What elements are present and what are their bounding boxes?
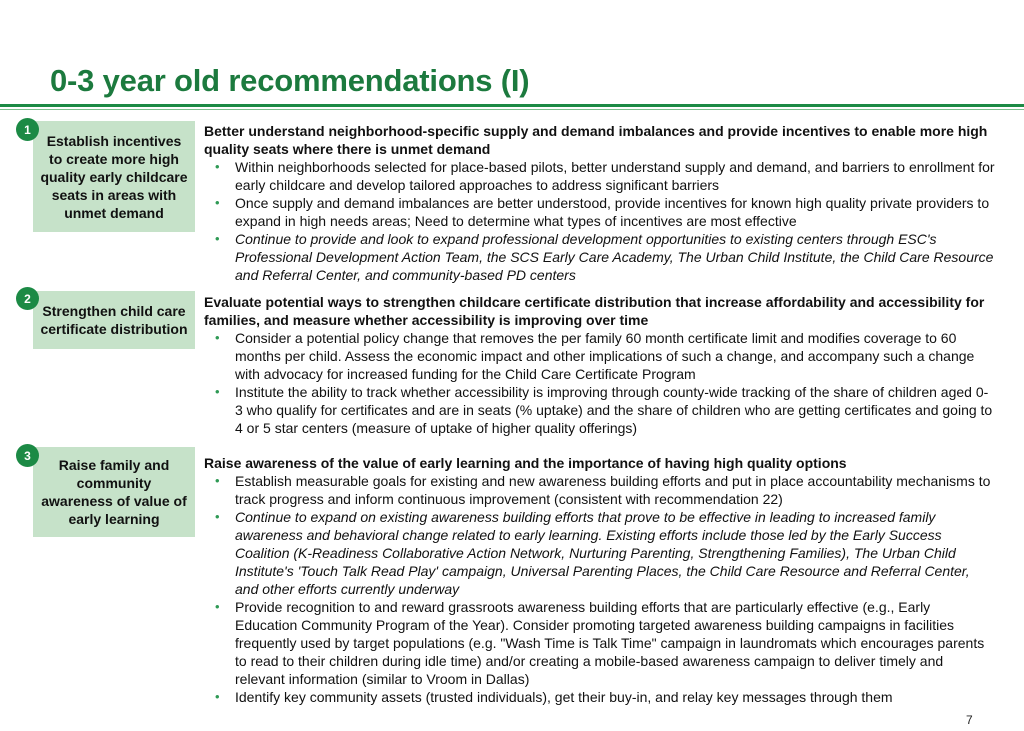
recommendation-3-heading: Raise awareness of the value of early learning and the importance of having high quality options xyxy=(204,455,847,471)
list-item: • Establish measurable goals for existing and new awareness building efforts and put in place accountability mechanisms to track progress and inform continuous improvement (consistent with recommendation 22) xyxy=(215,473,991,507)
list-item: • Provide recognition to and reward grassroots awareness building efforts that are particularly effective (e.g., Early Education Community Program of the Year). Consider promoting targeted awareness building campaigns in facilities frequently used by target populations (e.g. "Wash Time is Talk Time" campaign in laundromats which encourages parents to read to their children during idle time) and/or creating a mobile-based awareness campaign to deliver timely and relevant information (similar to Vroom in Dallas) xyxy=(215,599,985,687)
recommendation-1-number-badge: 1 xyxy=(16,118,39,141)
page-number: 7 xyxy=(966,713,973,727)
bullet-icon: • xyxy=(215,330,220,345)
bullet-icon: • xyxy=(215,689,220,704)
recommendation-2-label: Strengthen child care certificate distribution xyxy=(40,303,188,337)
recommendation-1-bullets xyxy=(204,158,996,284)
title-divider-thin xyxy=(0,109,1024,110)
recommendation-2-bullets xyxy=(204,329,996,437)
recommendation-2-content xyxy=(204,293,996,437)
bullet-icon: • xyxy=(215,159,220,174)
recommendation-1-label-box xyxy=(33,121,195,232)
bullet-icon: • xyxy=(215,384,220,399)
list-item: • Within neighborhoods selected for place-based pilots, better understand supply and demand, and barriers to enrollment for early childcare and develop tailored approaches to address significant barriers xyxy=(215,159,995,193)
recommendation-1-content xyxy=(204,122,996,284)
recommendation-3-number-badge: 3 xyxy=(16,444,39,467)
recommendation-1-label: Establish incentives to create more high quality early childcare seats in areas with unmet demand xyxy=(40,132,188,221)
list-item: • Identify key community assets (trusted individuals), get their buy-in, and relay key messages through them xyxy=(215,689,893,705)
bullet-icon: • xyxy=(215,231,220,246)
list-item: • Continue to provide and look to expand professional development opportunities to existing centers through ESC's Professional Development Action Team, the SCS Early Care Academy, The Urban Child Institute, the Child Care Resource and Referral Center, and community-based PD centers xyxy=(215,231,994,283)
list-item: • Once supply and demand imbalances are better understood, provide incentives for known high quality private providers to expand in high needs areas; Need to determine what types of incentives are most effective xyxy=(215,195,990,229)
list-item: • Continue to expand on existing awareness building efforts that prove to be effective in leading to increased family awareness and behavioral change related to early learning. Existing efforts include those led by the Early Success Coalition (K-Readiness Collaborative Action Network, Nurturing Parenting, Strengthening Families), The Urban Child Institute's 'Touch Talk Read Play' campaign, Universal Parenting Places, the Child Care Resource and Referral Center, and other efforts currently underway xyxy=(215,509,970,597)
recommendation-2-label-box xyxy=(33,291,195,349)
bullet-icon: • xyxy=(215,509,220,524)
recommendation-2-heading: Evaluate potential ways to strengthen childcare certificate distribution that increase affordability and accessibility for families, and measure whether accessibility is improving over time xyxy=(204,294,985,328)
list-item: • Institute the ability to track whether accessibility is improving through county-wide tracking of the share of children aged 0-3 who qualify for certificates and are in seats (% uptake) and the share of children who are getting certificates and going to 4 or 5 star centers (measure of uptake of higher quality offerings) xyxy=(215,384,993,436)
title-divider xyxy=(0,104,1024,107)
bullet-icon: • xyxy=(215,195,220,210)
list-item: • Consider a potential policy change that removes the per family 60 month certificate limit and modifies coverage to 60 months per child. Assess the economic impact and other implications of such a change, and accompany such a change with advocacy for increased funding for the Child Care Certificate Program xyxy=(215,330,975,382)
bullet-icon: • xyxy=(215,599,220,614)
bullet-icon: • xyxy=(215,473,220,488)
recommendation-3-bullets xyxy=(204,472,996,706)
recommendation-1-heading: Better understand neighborhood-specific supply and demand imbalances and provide incentives to enable more high quality seats where there is unmet demand xyxy=(204,123,988,157)
recommendation-2-number-badge: 2 xyxy=(16,287,39,310)
recommendation-3-label-box xyxy=(33,447,195,537)
page-title: 0-3 year old recommendations (I) xyxy=(50,63,530,98)
recommendation-3-content xyxy=(204,454,996,706)
recommendation-3-label: Raise family and community awareness of value of early learning xyxy=(41,457,187,527)
